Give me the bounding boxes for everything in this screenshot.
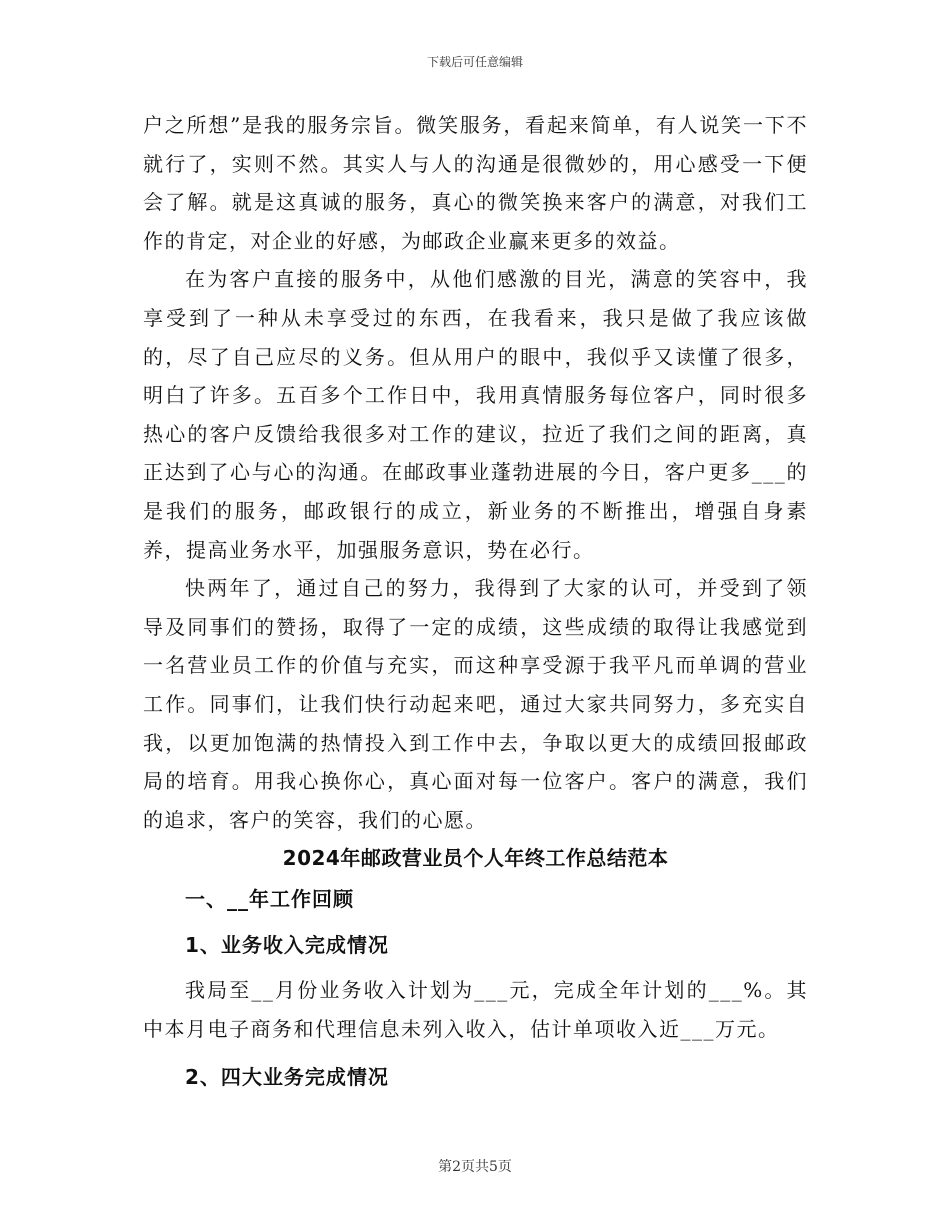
spacer: [143, 1048, 808, 1058]
subsection-heading-2: 2、四大业务完成情况: [185, 1065, 389, 1090]
header-note: 下载后可任意编辑: [426, 55, 523, 69]
paragraph-4: 我局至__月份业务收入计划为___元，完成全年计划的___%。其中本月电子商务和代理信息未列入收入，估计单项收入近___万元。: [143, 978, 808, 1041]
section-heading-1: 一、__年工作回顾: [185, 886, 354, 911]
subsection-heading-1: 1、业务收入完成情况: [185, 933, 389, 958]
document-title: 2024年邮政营业员个人年终工作总结范本: [282, 846, 669, 871]
paragraph-3: 快两年了，通过自己的努力，我得到了大家的认可，并受到了领导及同事们的赞扬，取得了一定的成绩，这些成绩的取得让我感觉到一名营业员工作的价值与充实，而这种享受源于我平凡而单调的营业工作。同事们，让我们快行动起来吧，通过大家共同努力，多充实自我，以更加饱满的热情投入到工作中去，争取以更大的成绩回报邮政局的培育。用我心换你心，真心面对每一位客户。客户的满意，我们的追求，客户的笑容，我们的心愿。: [143, 576, 808, 832]
document-body: [143, 106, 808, 1103]
page-number: 第2页共5页: [438, 1159, 512, 1175]
paragraph-1: 户之所想”是我的服务宗旨。微笑服务，看起来简单，有人说笑一下不就行了，实则不然。其实人与人的沟通是很微妙的，用心感受一下便会了解。就是这真诚的服务，真心的微笑换来客户的满意，对我们工作的肯定，对企业的好感，为邮政企业赢来更多的效益。: [143, 113, 808, 253]
paragraph-2: 在为客户直接的服务中，从他们感激的目光，满意的笑容中，我享受到了一种从未享受过的东西，在我看来，我只是做了我应该做的，尽了自己应尽的义务。但从用户的眼中，我似乎又读懂了很多，明白了许多。五百多个工作日中，我用真情服务每位客户，同时很多热心的客户反馈给我很多对工作的建议，拉近了我们之间的距离，真正达到了心与心的沟通。在邮政事业蓬勃进展的今日，客户更多___的是我们的服务，邮政银行的成立，新业务的不断推出，增强自身素养，提高业务水平，加强服务意识，势在必行。: [143, 267, 808, 562]
